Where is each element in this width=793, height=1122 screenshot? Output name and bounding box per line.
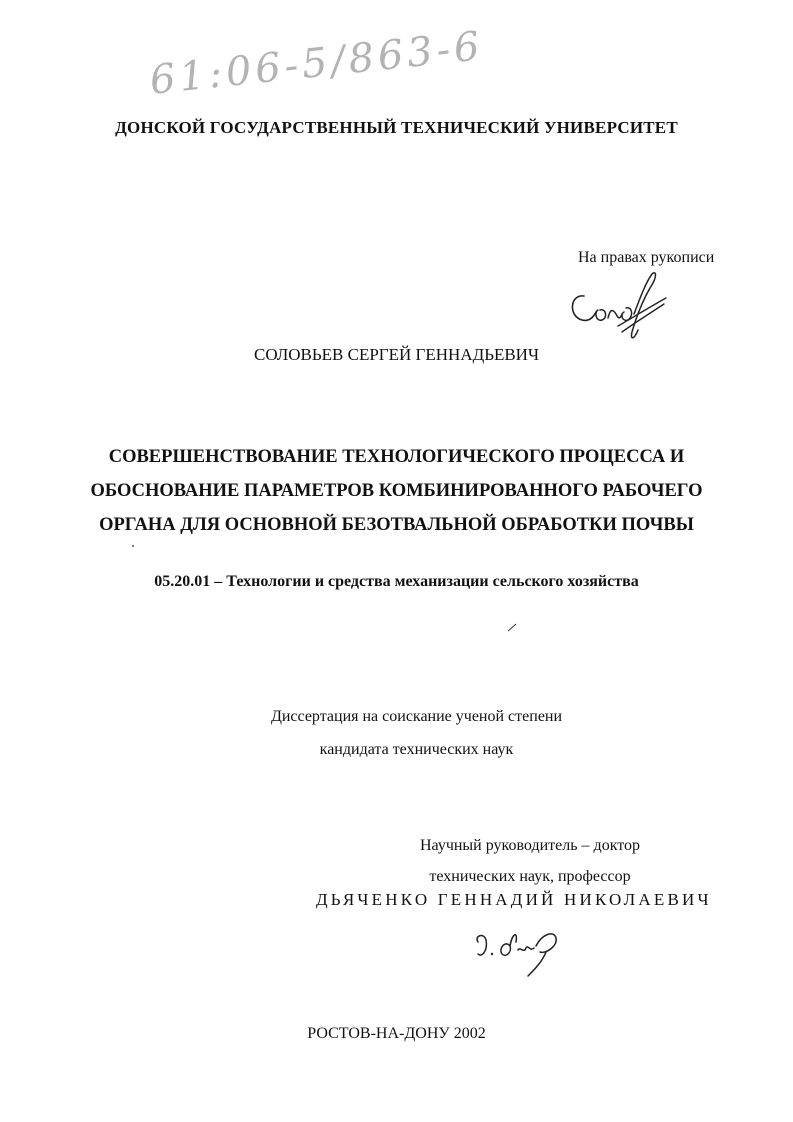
- supervisor-line: технических наук, профессор: [429, 868, 631, 885]
- author-signature: [562, 268, 672, 350]
- supervisor-line: Научный руководитель – доктор: [419, 837, 641, 854]
- manuscript-rights-note: На правах рукописи: [578, 249, 715, 266]
- title-line: ОРГАНА ДЛЯ ОСНОВНОЙ БЕЗОТВАЛЬНОЙ ОБРАБОТКИ ПОЧВЫ: [99, 515, 694, 535]
- archive-stamp: [147, 23, 530, 118]
- degree-line: Диссертация на соискание ученой степени: [270, 708, 563, 725]
- title-line: СОВЕРШЕНСТВОВАНИЕ ТЕХНОЛОГИЧЕСКОГО ПРОЦЕССА И: [108, 447, 685, 467]
- pen-tick-mark: [506, 621, 518, 633]
- archive-stamp-text: 61:06-5/863-6: [147, 23, 486, 104]
- degree-statement: [0, 700, 793, 766]
- supervisor-signature: [462, 920, 572, 980]
- specialty-code: 05.20.01 – Технологии и средства механизации сельского хозяйства: [154, 573, 639, 590]
- degree-line: кандидата технических наук: [319, 741, 514, 758]
- author-name: СОЛОВЬЕВ СЕРГЕЙ ГЕННАДЬЕВИЧ: [253, 345, 539, 364]
- dissertation-title: [80, 440, 713, 542]
- university-name: ДОНСКОЙ ГОСУДАРСТВЕННЫЙ ТЕХНИЧЕСКИЙ УНИВЕРСИТЕТ: [115, 118, 678, 137]
- city-year: РОСТОВ-НА-ДОНУ 2002: [307, 1025, 486, 1042]
- supervisor-credentials: [380, 830, 680, 892]
- title-line: ОБОСНОВАНИЕ ПАРАМЕТРОВ КОМБИНИРОВАННОГО РАБОЧЕГО: [90, 481, 703, 501]
- supervisor-name: ДЬЯЧЕНКО ГЕННАДИЙ НИКОЛАЕВИЧ: [316, 890, 712, 909]
- speck-mark: [132, 545, 134, 547]
